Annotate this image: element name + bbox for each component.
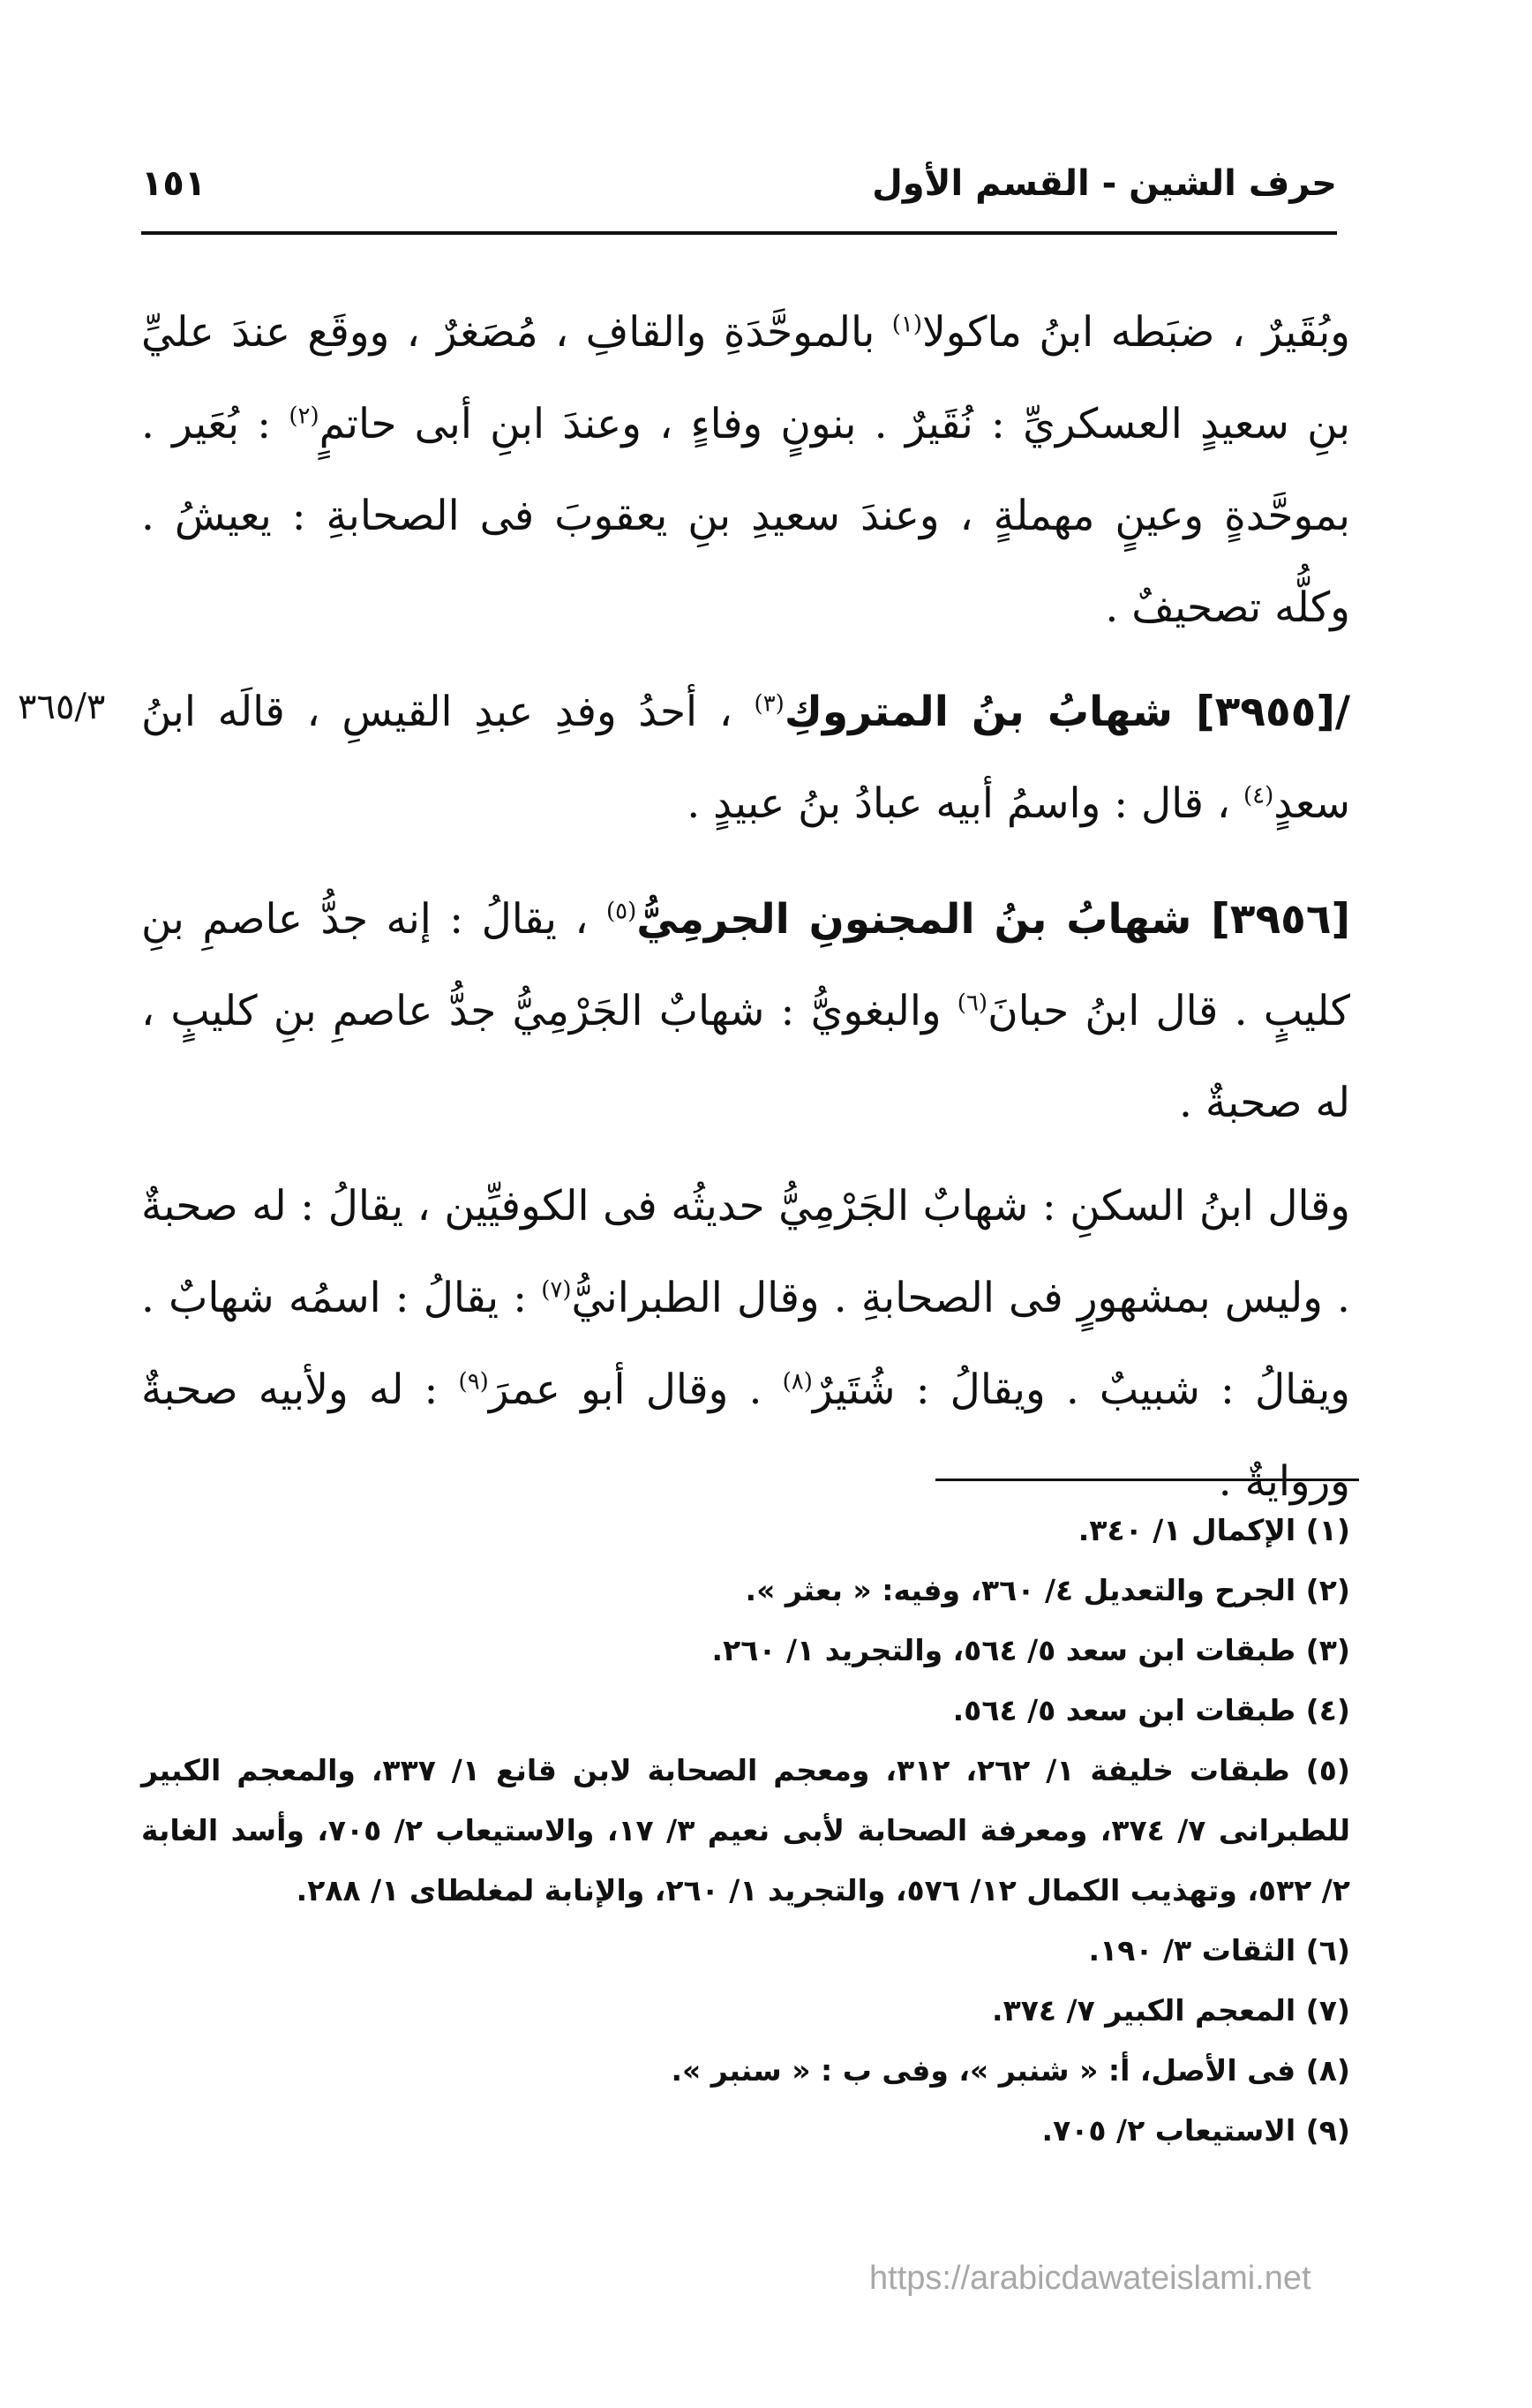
entry-number: [٣٩٥٥] [1196, 688, 1335, 736]
text: ، يقالُ : إنه جدُّ عاصمِ بنِ كليبٍ . قال ابنُ حبانَ [141, 895, 1350, 1035]
text: ، قال : واسمُ أبيه عبادُ بنُ عبيدٍ . [687, 779, 1243, 828]
entry-slash: / [1334, 688, 1350, 736]
footnotes [141, 1501, 1350, 2161]
text: والبغويُّ : شهابٌ الجَرْمِيُّ جدُّ عاصمِ بنِ كليبٍ ، له صحبةٌ . [141, 987, 1350, 1127]
footnote-ref[interactable]: (٢) [289, 403, 319, 430]
watermark-url: https://arabicdawateislami.net [869, 2260, 1311, 2297]
footnote-ref[interactable]: (٥) [605, 898, 637, 925]
footnote-ref[interactable]: (٨) [782, 1368, 813, 1396]
running-title: حرف الشين - القسم الأول [872, 163, 1337, 204]
header-rule [141, 231, 1337, 235]
text: ، أحدُ وفدِ عبدِ القيسِ ، قالَه ابنُ سعدٍ [141, 688, 1350, 828]
entry-name: شهابُ بنُ المجنونِ الجرمِيُّ [636, 895, 1212, 944]
page-header [141, 163, 1337, 234]
entry-3955 [141, 666, 1350, 850]
footnote-ref[interactable]: (١) [891, 311, 922, 338]
footnote-ref[interactable]: (٣) [754, 690, 785, 718]
page-number: ١٥١ [141, 163, 207, 204]
footnote-separator [935, 1479, 1359, 1481]
footnote-1: (١) الإكمال ١/ ٣٤٠. [1078, 1513, 1350, 1547]
text: : يقالُ : اسمُه شهابٌ . ويقالُ : شبيبٌ . ويقالُ : شُتَيرٌ [141, 1274, 1350, 1414]
footnote-ref[interactable]: (٩) [458, 1368, 489, 1396]
margin-reference: ٣٦٥/٣ [18, 687, 106, 727]
footnote-9: (٩) الاستيعاب ٢/ ٧٠٥. [1041, 2113, 1350, 2148]
text: : بُعَير . بموحَّدةٍ وعينٍ مهملةٍ ، وعندَ سعيدِ بنِ يعقوبَ فى الصحابةِ : يعيشُ . وكلُّه تصحيفٌ . [141, 400, 1350, 632]
footnote-7: (٧) المعجم الكبير ٧/ ٣٧٤. [992, 1993, 1350, 2028]
text: : له ولأبيه صحبةٌ وروايةٌ . [141, 1366, 1350, 1506]
footnote-ref[interactable]: (٦) [957, 990, 988, 1017]
footnote-3: (٣) طبقات ابن سعد ٥/ ٥٦٤، والتجريد ١/ ٢٦٠. [711, 1633, 1350, 1667]
text: وقال ابنُ السكنِ : شهابٌ الجَرْمِيُّ حديثُه فى الكوفيِّين ، يقالُ : له صحبةٌ . وليس بمشهورٍ فى الصحابةِ . وقال الطبرانيُّ [141, 1182, 1350, 1322]
paragraph-4 [141, 1161, 1350, 1528]
entry-name: شهابُ بنُ المتروكِ [784, 688, 1197, 736]
footnote-4: (٤) طبقات ابن سعد ٥/ ٥٦٤. [952, 1693, 1350, 1727]
entry-3956 [141, 874, 1350, 1149]
footnote-8: (٨) فى الأصل، أ: « شنبر »، وفى ب : « سنبر ». [671, 2053, 1350, 2088]
paragraph-1 [141, 287, 1350, 654]
text: وبُقَيرٌ ، ضبَطه ابنُ ماكولا [922, 308, 1350, 357]
footnote-ref[interactable]: (٧) [541, 1276, 572, 1304]
text: . وقال أبو عمرَ [488, 1366, 783, 1414]
entry-number: [٣٩٥٦] [1211, 895, 1350, 944]
footnote-6: (٦) الثقات ٣/ ١٩٠. [1088, 1933, 1350, 1968]
footnote-ref[interactable]: (٤) [1243, 782, 1274, 809]
footnote-2: (٢) الجرح والتعديل ٤/ ٣٦٠، وفيه: « بعثر ». [745, 1573, 1350, 1607]
text: بالموحَّدَةِ والقافِ ، مُصَغرٌ ، ووقَع عندَ عليِّ بنِ سعيدٍ العسكريِّ : نُقَيرٌ . بنونٍ وفاءٍ ، وعندَ ابنِ أبى حاتمٍ [141, 308, 1350, 448]
footnote-5: (٥) طبقات خليفة ١/ ٢٦٢، ٣١٢، ومعجم الصحابة لابن قانع ١/ ٣٣٧، والمعجم الكبير للطبرانى ٧/ ٣٧٤، ومعرفة الصحابة لأبى نعيم ٣/ ١٧، والاستيعاب ٢/ ٧٠٥، وأسد الغابة ٢/ ٥٣٢، وتهذيب الكمال ١٢/ ٥٧٦، والتجريد ١/ ٢٦٠، والإنابة لمغلطاى ١/ ٢٨٨. [141, 1753, 1350, 1908]
